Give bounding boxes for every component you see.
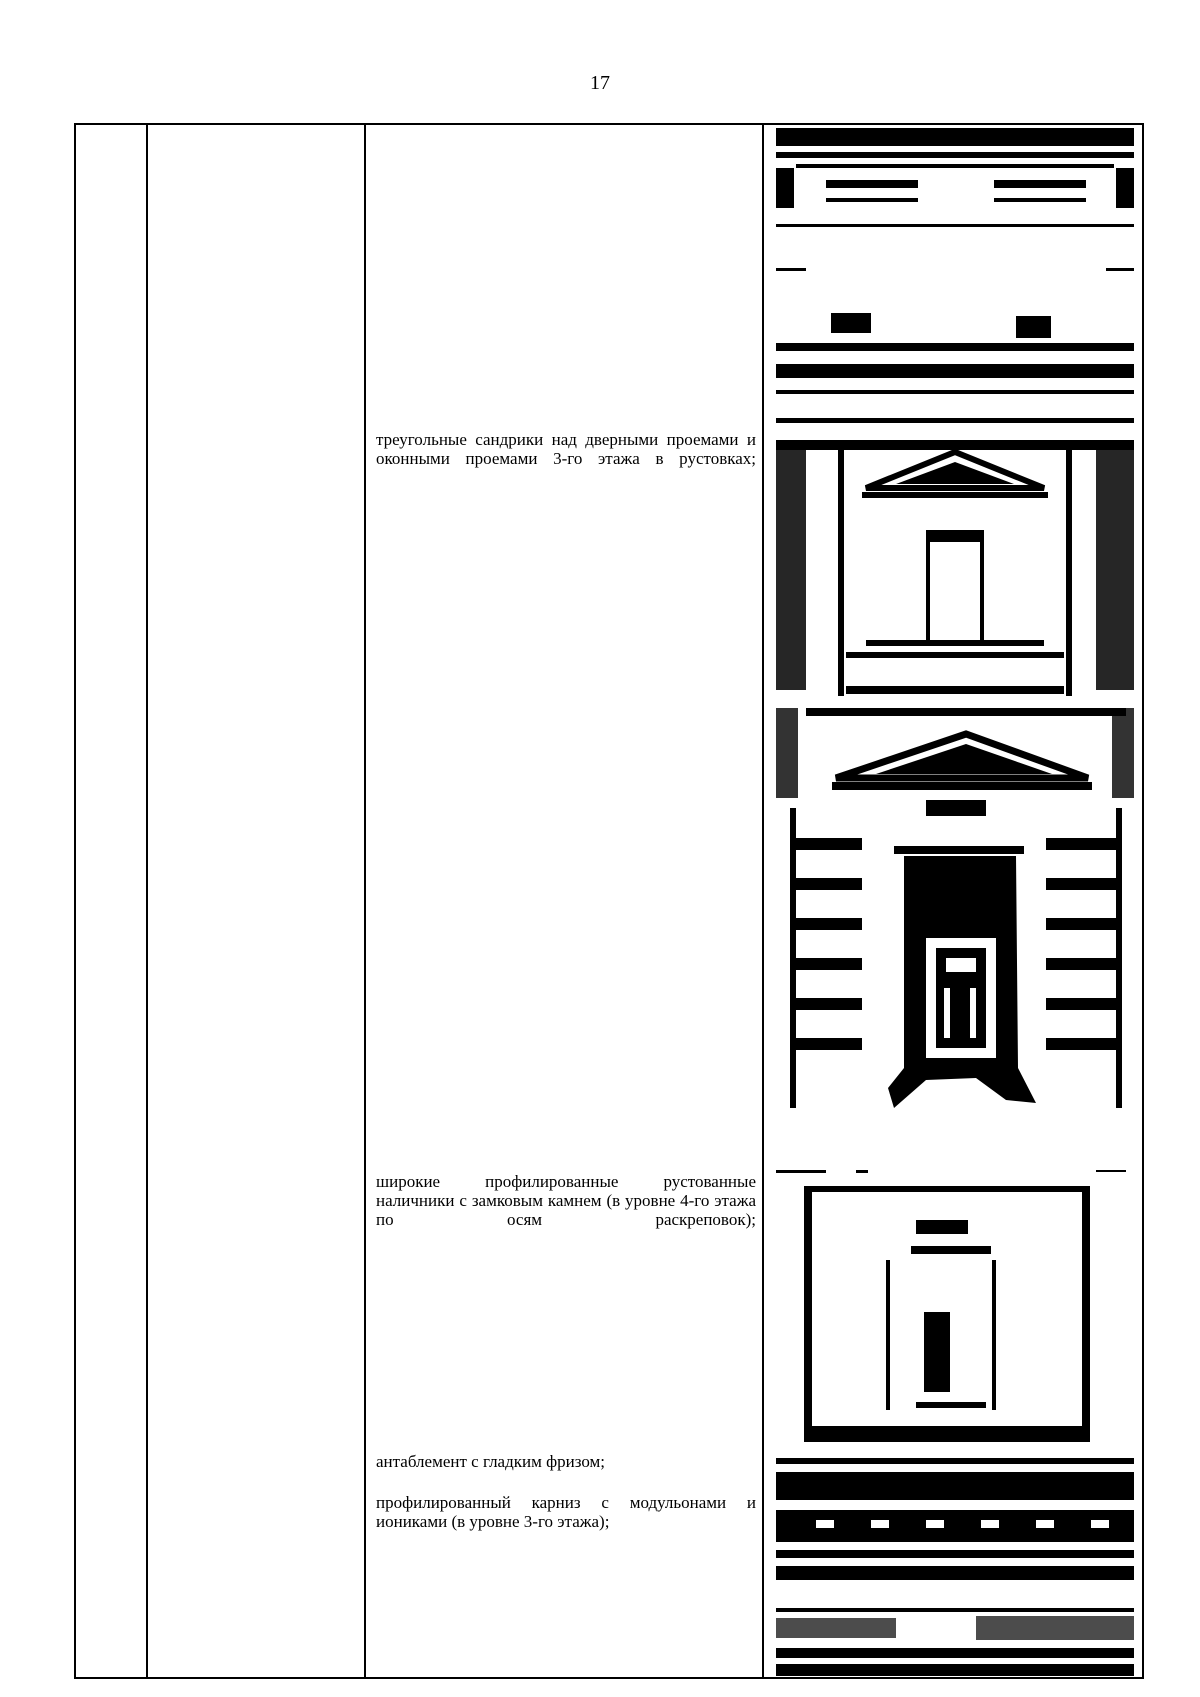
column-divider-3	[762, 125, 764, 1677]
description-text: широкие профилированные рустованные наличники с замковым камнем (в уровне 4-го этажа по осям раскреповок);	[376, 1172, 756, 1229]
facade-photo-keystone-window-image	[776, 1170, 1134, 1445]
description-antablement	[376, 1452, 756, 1553]
description-nalichniki	[376, 1172, 756, 1251]
facade-photo-rusticated-doorway	[776, 708, 1134, 1128]
facade-photo-cornice-top-image	[776, 128, 1134, 428]
facade-photo-entablature-image	[776, 1458, 1134, 1676]
facade-photo-cornice-top	[776, 128, 1134, 428]
description-sandriki	[376, 430, 756, 490]
description-text: треугольные сандрики над дверными проемами и оконными проемами 3-го этажа в рустовках;	[376, 430, 756, 468]
facade-photo-entablature	[776, 1458, 1134, 1676]
column-divider-1	[146, 125, 148, 1677]
page-number: 17	[590, 72, 610, 94]
column-divider-2	[364, 125, 366, 1677]
facade-photo-keystone-window	[776, 1170, 1134, 1445]
facade-photo-rusticated-doorway-image	[776, 708, 1134, 1128]
facade-photo-sandrik-window-image	[776, 440, 1134, 696]
description-text: антаблемент с гладким фризом;	[376, 1452, 605, 1471]
facade-photo-sandrik-window	[776, 440, 1134, 696]
description-text: профилированный карниз с модульонами и иониками (в уровне 3-го этажа);	[376, 1493, 756, 1531]
